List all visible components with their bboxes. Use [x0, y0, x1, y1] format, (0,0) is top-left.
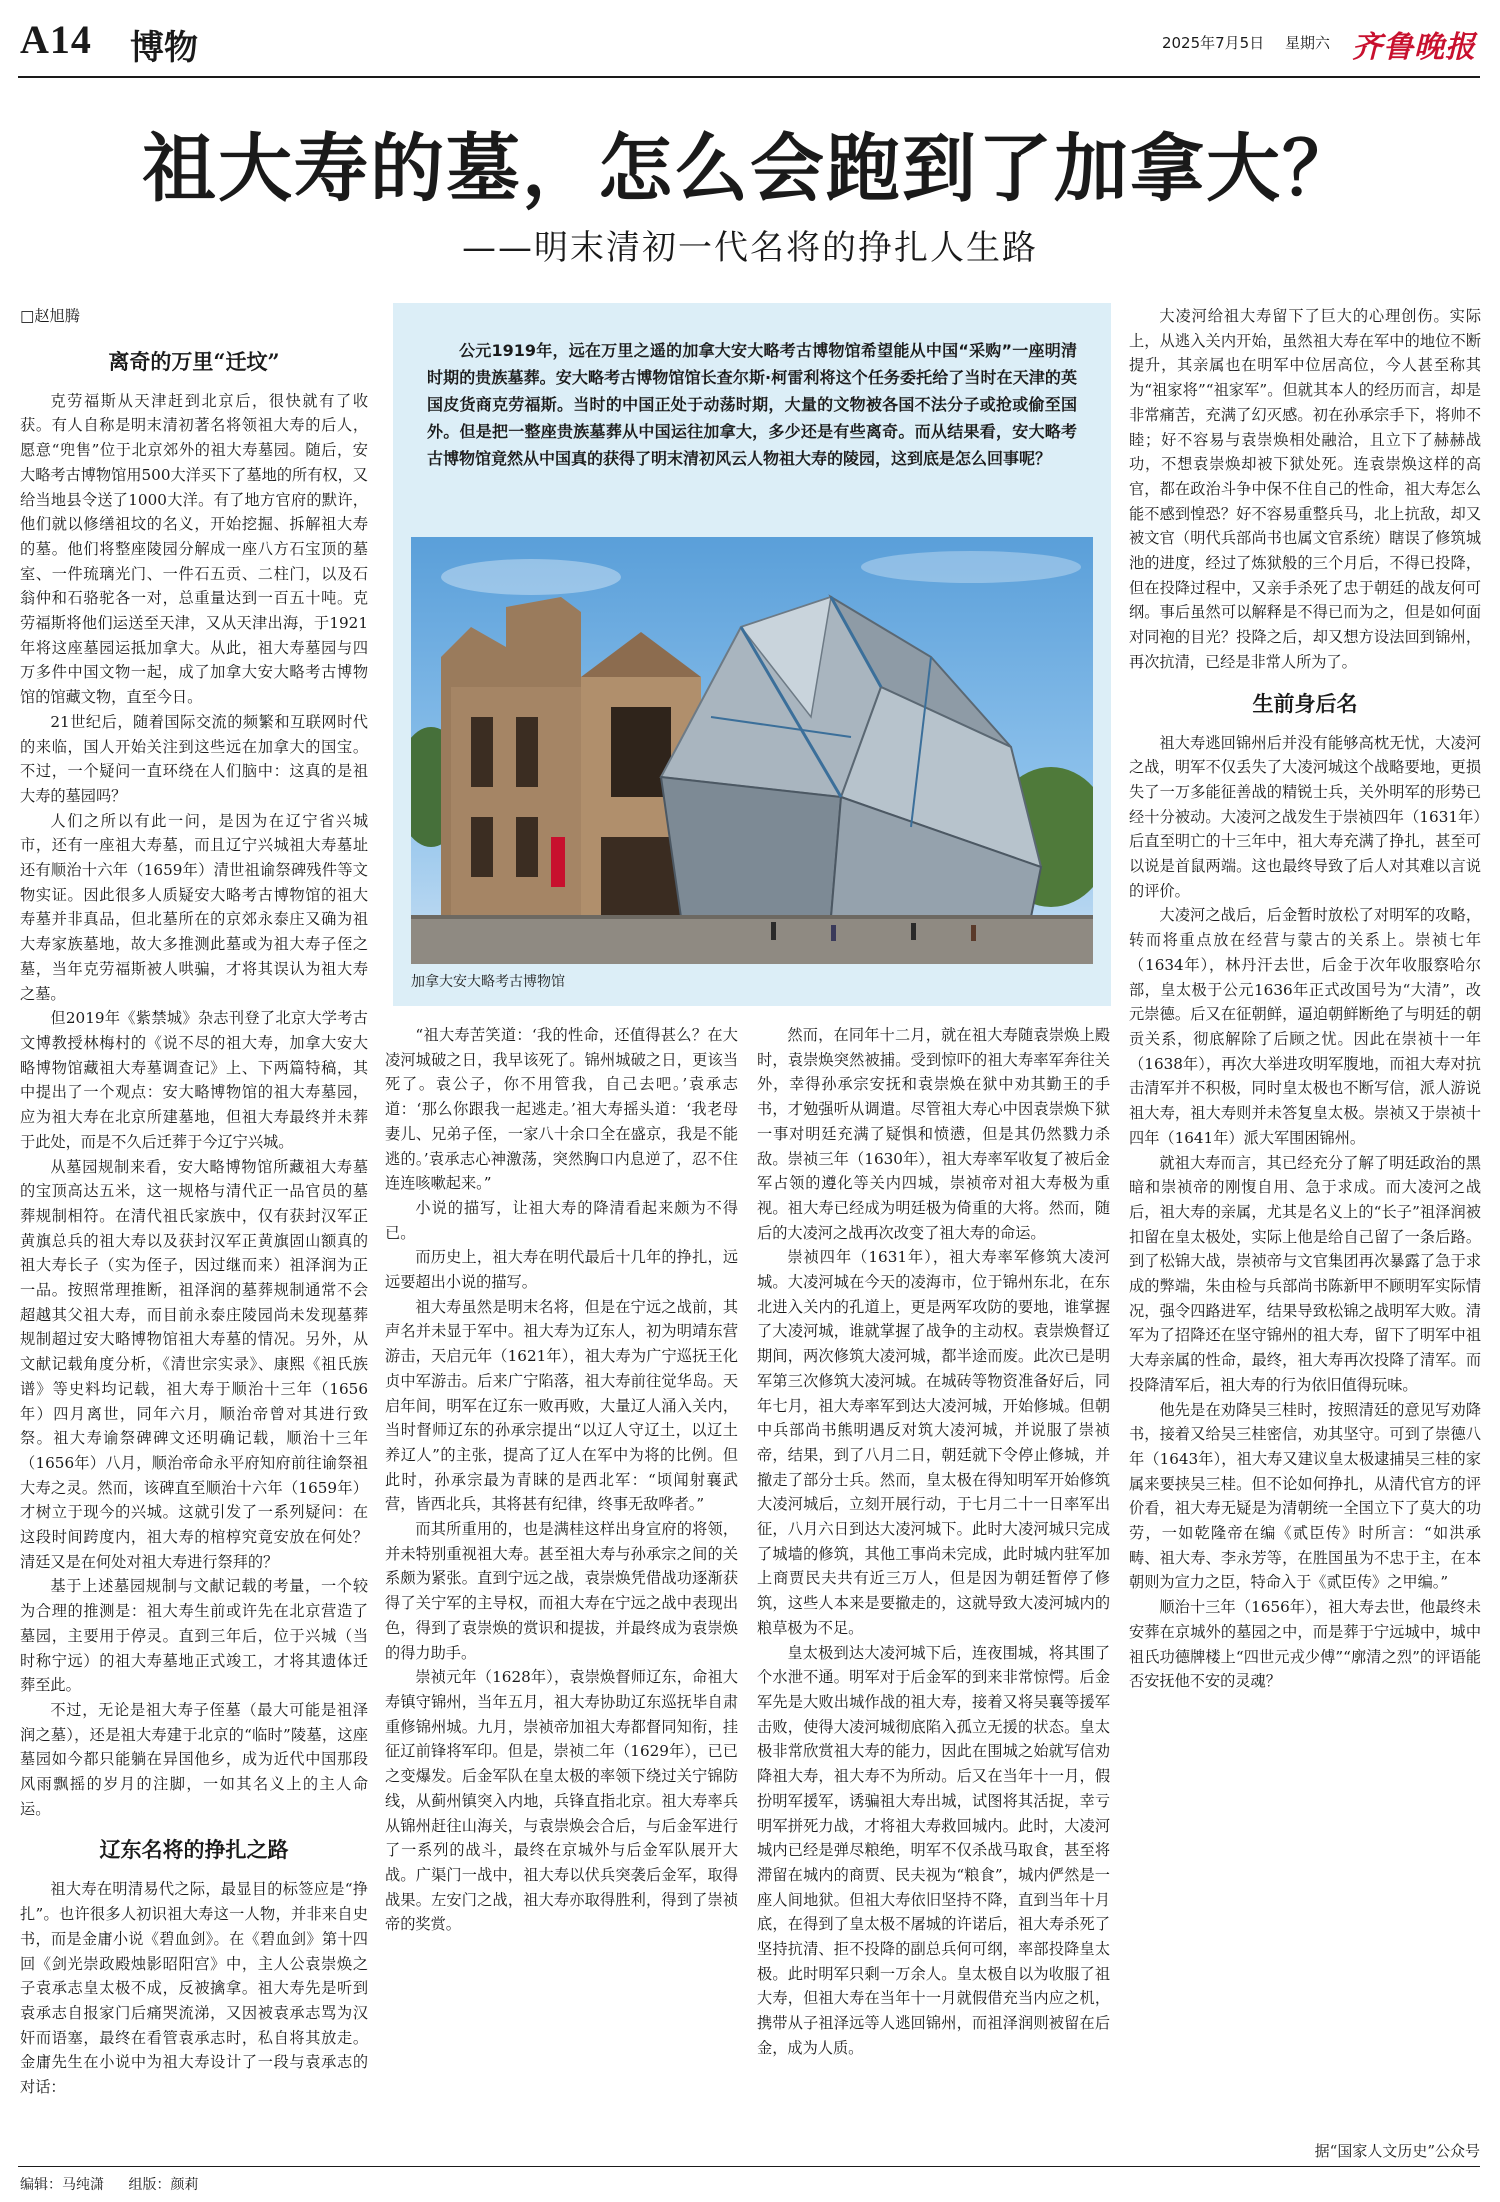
paragraph: 然而，在同年十二月，就在祖大寿随袁崇焕上殿时，袁崇焕突然被捕。受到惊吓的祖大寿率军奔往关外，幸得孙承宗安抚和袁崇焕在狱中劝其勤王的手书，才勉强听从调遣。尽管祖大寿心中因袁崇焕下狱一事对明廷充满了疑惧和愤懑，但是其仍然戮力杀敌。崇祯三年（1630年），祖大寿率军收复了被后金军占领的遵化等关内四城，崇祯帝对祖大寿极为重视。祖大寿已经成为明廷极为倚重的大将。然而，随后的大凌河之战再次改变了祖大寿的命运。 [757, 1026, 1110, 1242]
text-column-4 [1129, 304, 1481, 2126]
paragraph: “祖大寿苦笑道：‘我的性命，还值得甚么？在大凌河城破之日，我早该死了。锦州城破之日，更该当死了。袁公子，你不用管我，自己去吧。’袁承志道：‘那么你跟我一起逃走。’祖大寿摇头道：‘我老母妻儿、兄弟子侄，一家八十余口全在盛京，我是不能逃的。’袁承志心神激荡，突然胸口内息逆了，忍不住连连咳嗽起来。” [385, 1026, 738, 1193]
byline: □赵旭腾 [20, 307, 80, 325]
layout-credit: 组版：颜莉 [128, 2177, 199, 2193]
paragraph: 基于上述墓园规制与文献记载的考量，一个较为合理的推测是：祖大寿生前或许先在北京营造了墓园，主要用于停灵。直到三年后，位于兴城（当时称宁远）的祖大寿墓地正式竣工，才将其遗体迁葬至此。 [20, 1577, 368, 1695]
paragraph: 从墓园规制来看，安大略博物馆所藏祖大寿墓的宝顶高达五米，这一规格与清代正一品官员的墓葬规制相符。在清代祖氏家族中，仅有获封汉军正黄旗总兵的祖大寿以及获封汉军正黄旗固山额真的祖大寿长子（实为侄子，因过继而来）祖泽润为正一品。按照常理推断，祖泽润的墓葬规制通常不会超越其父祖大寿，而目前永泰庄陵园尚未发现墓葬规制超过安大略博物馆祖大寿墓的情况。另外，从文献记载角度分析，《清世宗实录》、康熙《祖氏族谱》等史料均记载，祖大寿于顺治十三年（1656年）四月离世，同年六月，顺治帝曾对其进行致祭。祖大寿谕祭碑碑文还明确记载，顺治十三年（1656年）八月，顺治帝命永平府知府前往谕祭祖大寿之灵。然而，该碑直至顺治十六年（1659年）才树立于现今的兴城。这就引发了一系列疑问：在这段时间跨度内，祖大寿的棺椁究竟安放在何处？清廷又是在何处对祖大寿进行祭拜的？ [20, 1157, 368, 1571]
section-name: 博物 [130, 28, 198, 68]
footer-divider [18, 2166, 1480, 2167]
paragraph: 人们之所以有此一问，是因为在辽宁省兴城市，还有一座祖大寿墓，而且辽宁兴城祖大寿墓址还有顺治十六年（1659年）清世祖谕祭碑残件等文物实证。因此很多人质疑安大略考古博物馆的祖大寿墓并非真品，但北墓所在的京郊永泰庄又确为祖大寿家族墓地，故大多推测此墓或为祖大寿子侄之墓，当年克劳福斯被人哄骗，才将其误认为祖大寿之墓。 [20, 811, 368, 1003]
text-column-1 [20, 304, 368, 2126]
date-text: 2025年7月5日 [1161, 34, 1265, 52]
paragraph: 祖大寿在明清易代之际，最显目的标签应是“挣扎”。也许很多人初识祖大寿这一人物，并非来自史书，而是金庸小说《碧血剑》。在《碧血剑》第十四回《剑光崇政殿烛影昭阳宫》中，主人公袁崇焕之子袁承志皇太极不成，反被擒拿。祖大寿先是听到袁承志自报家门后痛哭流涕，又因被袁承志骂为汉奸而语塞，最终在看管袁承志时，私自将其放走。金庸先生在小说中为祖大寿设计了一段与袁承志的对话： [20, 1880, 368, 2097]
weekday-text: 星期六 [1284, 34, 1330, 52]
museum-photo [411, 537, 1093, 964]
text-column-2 [385, 1023, 738, 2126]
page-header [18, 10, 1480, 78]
article-subheadline: ——明末清初一代名将的挣扎人生路 [462, 228, 1038, 268]
section-heading-2: 辽东名将的挣扎之路 [99, 1837, 289, 1863]
paragraph: 而历史上，祖大寿在明代最后十几年的挣扎，远远要超出小说的描写。 [385, 1248, 738, 1292]
source-note: 据“国家人文历史”公众号 [1314, 2142, 1480, 2160]
photo-caption: 加拿大安大略考古博物馆 [411, 974, 565, 990]
paragraph: 不过，无论是祖大寿子侄墓（最大可能是祖泽润之墓），还是祖大寿建于北京的“临时”陵墓，这座墓园如今都只能躺在异国他乡，成为近代中国那段风雨飘摇的岁月的注脚，一如其名义上的主人命运。 [20, 1700, 368, 1818]
intro-box [393, 303, 1111, 1006]
paragraph: 祖大寿虽然是明末名将，但是在宁远之战前，其声名并未显于军中。祖大寿为辽东人，初为明靖东营游击，天启元年（1621年），祖大寿为广宁巡抚王化贞中军游击。后来广宁陷落，祖大寿前往觉华岛。天启年间，明军在辽东一败再败，大量辽人涌入关内，当时督师辽东的孙承宗提出“以辽人守辽土，以辽土养辽人”的主张，提高了辽人在军中为将的比例。但此时，孙承宗最为青睐的是西北军：“顷闻射襄武营，皆西北兵，其将甚有纪律，终事无敌哗者。” [385, 1297, 738, 1514]
paragraph: 但2019年《紫禁城》杂志刊登了北京大学考古文博教授林梅村的《说不尽的祖大寿，加拿大安大略博物馆藏祖大寿墓调查记》上、下两篇特稿，其中提出了一个观点：安大略博物馆的祖大寿墓园，应为祖大寿在北京所建墓地，但祖大寿最终并未葬于此处，而是不久后迁葬于今辽宁兴城。 [20, 1009, 368, 1151]
text-column-3 [757, 1023, 1110, 2126]
intro-text: 公元1919年，远在万里之遥的加拿大安大略考古博物馆希望能从中国“采购”一座明清时期的贵族墓葬。安大略考古博物馆馆长查尔斯·柯雷利将这个任务委托给了当时在天津的英国皮货商克劳福斯。当时的中国正处于动荡时期，大量的文物被各国不法分子或抢或偷至国外。但是把一整座贵族墓葬从中国运往加拿大，多少还是有些离奇。而从结果看，安大略考古博物馆竟然从中国真的获得了明末清初风云人物祖大寿的陵园，这到底是怎么回事呢？ [427, 341, 1077, 468]
paragraph: 就祖大寿而言，其已经充分了解了明廷政治的黑暗和崇祯帝的刚愎自用、急于求成。而大凌河之战后，祖大寿的亲属，尤其是名义上的“长子”祖泽润被扣留在皇太极处，实际上他是给自己留了一条后路。到了松锦大战，崇祯帝与文官集团再次暴露了急于求成的弊端，朱由检与兵部尚书陈新甲不顾明军实际情况，强令四路进军，结果导致松锦之战明军大败。清军为了招降还在坚守锦州的祖大寿，留下了明军中祖大寿亲属的性命，最终，祖大寿再次投降了清军。而投降清军后，祖大寿的行为依旧值得玩味。 [1129, 1153, 1481, 1394]
editor-credit: 编辑：马纯潇 [20, 2177, 104, 2193]
issue-date [1146, 32, 1330, 53]
paragraph: 崇祯四年（1631年），祖大寿率军修筑大凌河城。大凌河城在今天的凌海市，位于锦州东北，在东北进入关内的孔道上，更是两军攻防的要地，谁掌握了大凌河城，谁就掌握了战争的主动权。袁崇焕督辽期间，两次修筑大凌河城，都半途而废。此次已是明军第三次修筑大凌河城。在城砖等物资准备好后，同年七月，祖大寿率军到达大凌河城，开始修城。但朝中兵部尚书熊明遇反对筑大凌河城，并说服了崇祯帝，结果，到了八月二日，朝廷就下令停止修城，并撤走了部分士兵。然而，皇太极在得知明军开始修筑大凌河城后，立刻开展行动，于七月二十一日率军出征，八月六日到达大凌河城下。此时大凌河城只完成了城墙的修筑，其他工事尚未完成，此时城内驻军加上商贾民夫共有近三万人，但是因为朝廷暂停了修筑，这些人本来是要撤走的，这就导致大凌河城内的粮草极为不足。 [757, 1248, 1110, 1637]
paragraph: 祖大寿逃回锦州后并没有能够高枕无忧，大凌河之战，明军不仅丢失了大凌河城这个战略要地，更损失了一万多能征善战的精锐士兵，关外明军的形势已经十分被动。大凌河之战发生于崇祯四年（1631年）后直至明亡的十三年中，祖大寿充满了挣扎，甚至可以说是首鼠两端。这也最终导致了后人对其难以言说的评价。 [1129, 733, 1481, 900]
paragraph: 小说的描写，让祖大寿的降清看起来颇为不得已。 [385, 1198, 738, 1242]
section-heading-3: 生前身后名 [1252, 690, 1358, 716]
newspaper-logo: 齐鲁晚报 [1352, 30, 1476, 65]
museum-illustration [411, 537, 1093, 964]
paragraph: 他先是在劝降吴三桂时，按照清廷的意见写劝降书，接着又给吴三桂密信，劝其坚守。可到了崇德八年（1643年），祖大寿又建议皇太极逮捕吴三桂的家属来要挟吴三桂。但不论如何挣扎，从清代官方的评价看，祖大寿无疑是为清朝统一全国立下了莫大的功劳，一如乾隆帝在编《贰臣传》时所言：“如洪承畴、祖大寿、李永芳等，在胜国虽为不忠于主，在本朝则为宣力之臣，特命入于《贰臣传》之甲编。” [1129, 1400, 1481, 1592]
article-headline: 祖大寿的墓，怎么会跑到了加拿大？ [142, 126, 1358, 212]
section-heading-1: 离奇的万里“迁坟” [108, 348, 280, 374]
paragraph: 大凌河给祖大寿留下了巨大的心理创伤。实际上，从逃入关内开始，虽然祖大寿在军中的地位不断提升，其亲属也在明军中位居高位，今人甚至称其为“祖家将”“祖家军”。但就其本人的经历而言，却是非常痛苦，充满了幻灭感。初在孙承宗手下，将帅不睦；好不容易与袁崇焕相处融洽，且立下了赫赫战功，不想袁崇焕却被下狱处死。连袁崇焕这样的高官，都在政治斗争中保不住自己的性命，祖大寿怎么能不感到惶恐？好不容易重整兵马，北上抗敌，却又被文官（明代兵部尚书也属文官系统）瞎误了修筑城池的进度，经过了炼狱般的三个月后，不得已投降，但在投降过程中，又亲手杀死了忠于朝廷的战友何可纲。事后虽然可以解释是不得已而为之，但是如何面对同袍的目光？投降之后，却又想方设法回到锦州，再次抗清，已经是非常人所为了。 [1129, 307, 1481, 671]
paragraph: 顺治十三年（1656年），祖大寿去世，他最终未安葬在京城外的墓园之中，而是葬于宁远城中，城中祖氏功德牌楼上“四世元戎少傅”“廓清之烈”的评语能否安抚他不安的灵魂？ [1129, 1598, 1481, 1691]
page-footer [20, 2174, 218, 2194]
page-number: A14 [20, 17, 92, 62]
paragraph: 大凌河之战后，后金暂时放松了对明军的攻略，转而将重点放在经营与蒙古的关系上。崇祯七年（1634年），林丹汗去世，后金于次年收服察哈尔部，皇太极于公元1636年正式改国号为“大清”，改元崇德。后又在征朝鲜，逼迫朝鲜断绝了与明廷的朝贡关系，彻底解除了后顾之忧。因此在崇祯十一年（1638年），再次大举进攻明军腹地，而祖大寿对抗击清军并不积极，同时皇太极也不断写信，派人游说祖大寿，祖大寿则并未答复皇太极。崇祯又于崇祯十四年（1641年）派大军围困锦州。 [1129, 906, 1481, 1147]
paragraph: 21世纪后，随着国际交流的频繁和互联网时代的来临，国人开始关注到这些远在加拿大的国宝。不过，一个疑问一直环绕在人们脑中：这真的是祖大寿的墓园吗？ [20, 712, 368, 805]
paragraph: 崇祯元年（1628年），袁崇焕督师辽东，命祖大寿镇守锦州，当年五月，祖大寿协助辽东巡抚毕自肃重修锦州城。九月，崇祯帝加祖大寿都督同知衔，挂征辽前锋将军印。但是，崇祯二年（1629年），已已之变爆发。后金军队在皇太极的率领下绕过关宁锦防线，从蓟州镇突入内地，兵锋直指北京。祖大寿率兵从锦州赶往山海关，与袁崇焕会合后，与后金军进行了一系列的战斗，最终在京城外与后金军队展开大战。广渠门一战中，祖大寿以伏兵突袭后金军，取得战果。左安门之战，祖大寿亦取得胜利，得到了崇祯帝的奖赏。 [385, 1668, 738, 1934]
paragraph: 克劳福斯从天津赶到北京后，很快就有了收获。有人自称是明末清初著名将领祖大寿的后人，愿意“兜售”位于北京郊外的祖大寿墓园。随后，安大略考古博物馆用500大洋买下了墓地的所有权，又给当地县令送了1000大洋。有了地方官府的默许，他们就以修缮祖坟的名义，开始挖掘、拆解祖大寿的墓。他们将整座陵园分解成一座八方石宝顶的墓室、一件琉璃光门、一件石五贡、二柱门，以及石翁仲和石骆驼各一对，总重量达到一百五十吨。克劳福斯将他们运送至天津，又从天津出海，于1921年将这座墓园运抵加拿大。从此，祖大寿墓园与四万多件中国文物一起，成了加拿大安大略考古博物馆的馆藏文物，直至今日。 [20, 391, 368, 707]
paragraph: 皇太极到达大凌河城下后，连夜围城，将其围了个水泄不通。明军对于后金军的到来非常惊愕。后金军先是大败出城作战的祖大寿，接着又将吴襄等援军击败，使得大凌河城彻底陷入孤立无援的状态。皇太极非常欣赏祖大寿的能力，因此在围城之始就写信劝降祖大寿，祖大寿不为所动。后又在当年十一月，假扮明军援军，诱骗祖大寿出城，试图将其活捉，幸亏明军拼死力战，才将祖大寿救回城内。此时，大凌河城内已经是弹尽粮绝，明军不仅杀战马取食，甚至将滞留在城内的商贾、民夫视为“粮食”，城内俨然是一座人间地狱。但祖大寿依旧坚持不降，直到当年十月底，在得到了皇太极不屠城的许诺后，祖大寿杀死了坚持抗清、拒不投降的副总兵何可纲，率部投降皇太极。此时明军只剩一万余人。皇太极自以为收服了祖大寿，但祖大寿在当年十一月就假借充当内应之机，携带从子祖泽远等人逃回锦州，而祖泽润则被留在后金，成为人质。 [757, 1643, 1110, 2057]
paragraph: 而其所重用的，也是满桂这样出身宣府的将领，并未特别重视祖大寿。甚至祖大寿与孙承宗之间的关系颇为紧张。直到宁远之战，袁崇焕凭借战功逐渐获得了关宁军的主导权，而祖大寿在宁远之战中表现出色，得到了袁崇焕的赏识和提拔，并最终成为袁崇焕的得力助手。 [385, 1520, 738, 1662]
